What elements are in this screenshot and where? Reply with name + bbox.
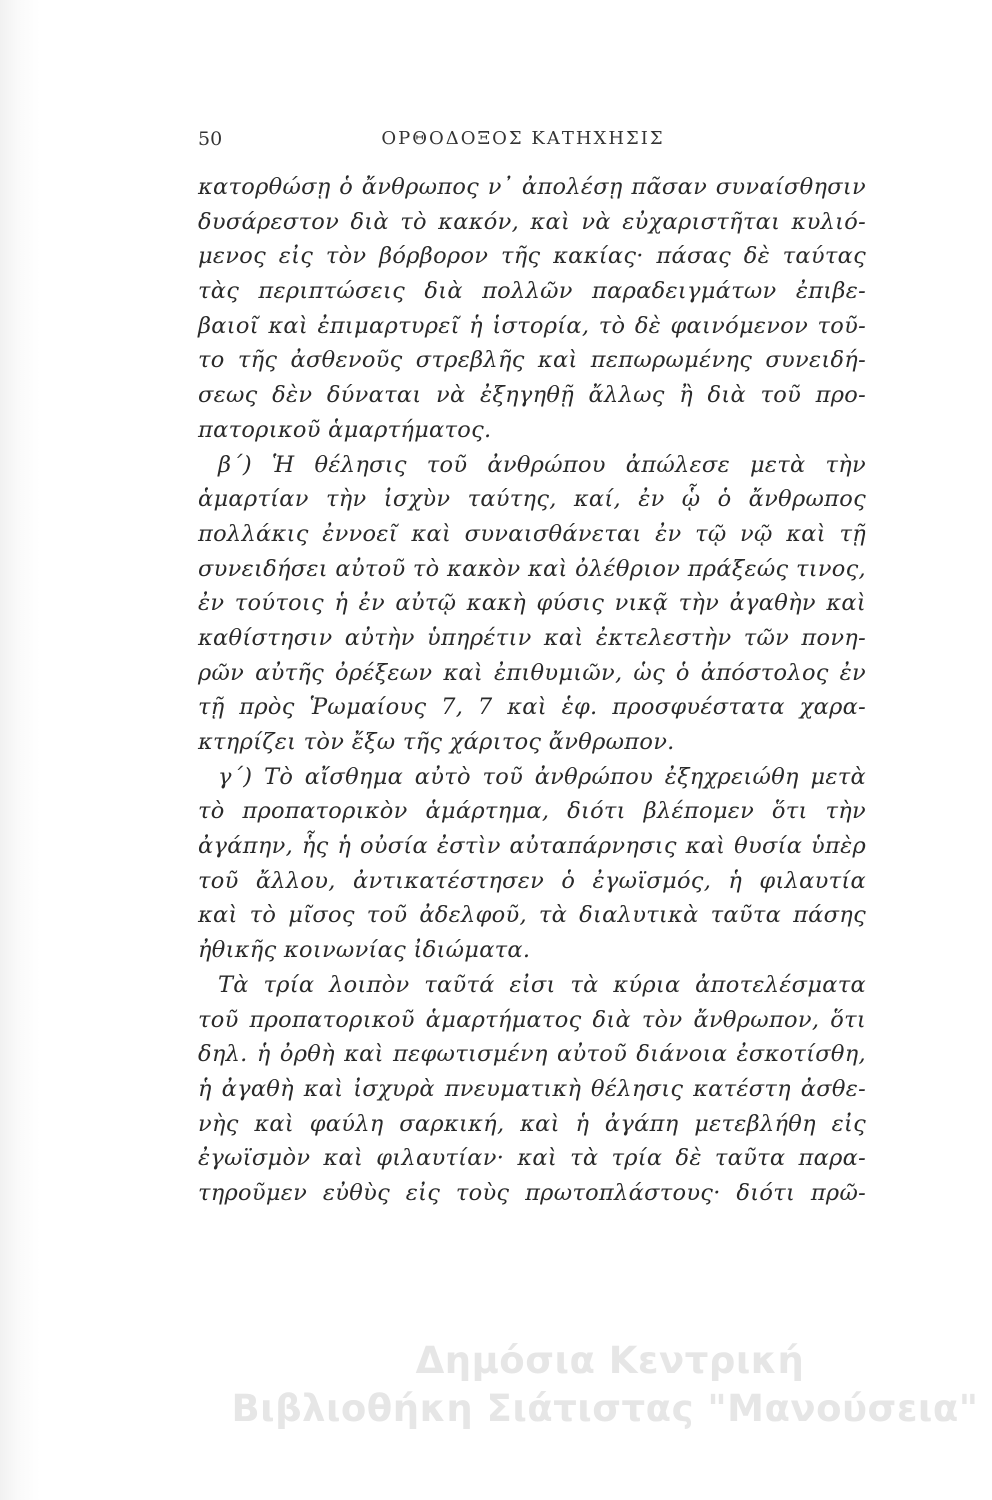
text-line: ἁμαρτίαν τὴν ἰσχὺν ταύτης, καί, ἐν ᾧ ὁ ἄνθρωπος <box>198 486 866 513</box>
text-line: πατορικοῦ ἁμαρτήματος. <box>198 416 492 443</box>
text-line: τοῦ προπατορικοῦ ἁμαρτήματος διὰ τὸν ἄνθρωπον, ὅτι <box>198 1006 866 1033</box>
text-line: ἐγωϊσμὸν καὶ φιλαυτίαν· καὶ τὰ τρία δὲ ταῦτα παρα- <box>198 1145 866 1172</box>
text-line: πολλάκις ἐννοεῖ καὶ συναισθάνεται ἐν τῷ νῷ καὶ τῇ <box>198 520 866 547</box>
text-line: τῇ πρὸς Ῥωμαίους 7, 7 καὶ ἑφ. προσφυέστατα χαρα- <box>198 694 866 721</box>
paragraph-start-line: β΄) Ἡ θέλησις τοῦ ἀνθρώπου ἀπώλεσε μετὰ τὴν <box>218 451 866 478</box>
paragraph-start-line: Τὰ τρία λοιπὸν ταῦτά εἰσι τὰ κύρια ἀποτελέσματα <box>218 971 866 998</box>
watermark-line-1: Δημόσια Κεντρική <box>415 1339 805 1382</box>
page-number: 50 <box>198 128 223 150</box>
text-line: συνειδήσει αὐτοῦ τὸ κακὸν καὶ ὀλέθριον πράξεώς τινος, <box>198 555 866 582</box>
page-header <box>198 128 848 158</box>
text-line: νὴς καὶ φαύλη σαρκική, καὶ ἡ ἀγάπη μετεβλήθη εἰς <box>198 1110 866 1137</box>
text-line: βαιοῖ καὶ ἐπιμαρτυρεῖ ἡ ἱστορία, τὸ δὲ φαινόμενον τοῦ- <box>198 312 866 339</box>
body-text <box>198 170 866 1211</box>
text-line: το τῆς ἀσθενοῦς στρεβλῆς καὶ πεπωρωμένης συνειδή- <box>198 347 866 374</box>
text-line: μενος εἰς τὸν βόρβορον τῆς κακίας· πάσας δὲ ταύτας <box>198 243 866 270</box>
text-line: τὸ προπατορικὸν ἁμάρτημα, διότι βλέπομεν ὅτι τὴν <box>198 798 866 825</box>
text-line: ἀγάπην, ἧς ἡ οὐσία ἐστὶν αὐταπάρνησις καὶ θυσία ὑπὲρ <box>198 833 866 860</box>
text-line: ἠθικῆς κοινωνίας ἰδιώματα. <box>198 937 531 964</box>
running-title: ΟΡΘΟΔΟΞΟΣ ΚΑΤΗΧΗΣΙΣ <box>381 128 665 149</box>
text-line: τοῦ ἄλλου, ἀντικατέστησεν ὁ ἐγωϊσμός, ἡ φιλαυτία <box>198 867 866 894</box>
text-line: καὶ τὸ μῖσος τοῦ ἀδελφοῦ, τὰ διαλυτικὰ ταῦτα πάσης <box>198 902 866 929</box>
text-line: ἡ ἀγαθὴ καὶ ἰσχυρὰ πνευματικὴ θέλησις κατέστη ἀσθε- <box>198 1075 866 1102</box>
text-line: κατορθώσῃ ὁ ἄνθρωπος ν᾽ ἀπολέσῃ πᾶσαν συναίσθησιν <box>198 174 866 200</box>
text-line: τηροῦμεν εὐθὺς εἰς τοὺς πρωτοπλάστους· διότι πρῶ- <box>198 1179 866 1206</box>
text-line: ρῶν αὐτῆς ὀρέξεων καὶ ἐπιθυμιῶν, ὡς ὁ ἀπόστολος ἐν <box>198 659 866 686</box>
watermark-line-2: Βιβλιοθήκη Σιάτιστας "Μανούσεια" <box>231 1387 979 1430</box>
library-watermark <box>225 1337 985 1433</box>
text-line: καθίστησιν αὐτὴν ὑπηρέτιν καὶ ἐκτελεστὴν τῶν πονη- <box>198 624 866 651</box>
text-line: δυσάρεστον διὰ τὸ κακόν, καὶ νὰ εὐχαριστῆται κυλιό- <box>198 208 866 235</box>
paragraph-start-line: γ΄) Τὸ αἴσθημα αὐτὸ τοῦ ἀνθρώπου ἐξηχρειώθη μετὰ <box>218 763 866 790</box>
text-line: σεως δὲν δύναται νὰ ἐξηγηθῇ ἄλλως ἢ διὰ τοῦ προ- <box>198 382 866 409</box>
text-line: κτηρίζει τὸν ἔξω τῆς χάριτος ἄνθρωπον. <box>198 729 675 755</box>
text-line: δηλ. ἡ ὀρθὴ καὶ πεφωτισμένη αὐτοῦ διάνοια ἐσκοτίσθη, <box>198 1041 866 1068</box>
text-line: ἐν τούτοις ἡ ἐν αὐτῷ κακὴ φύσις νικᾷ τὴν ἀγαθὴν καὶ <box>198 590 866 617</box>
text-line: τὰς περιπτώσεις διὰ πολλῶν παραδειγμάτων ἐπιβε- <box>198 278 866 305</box>
